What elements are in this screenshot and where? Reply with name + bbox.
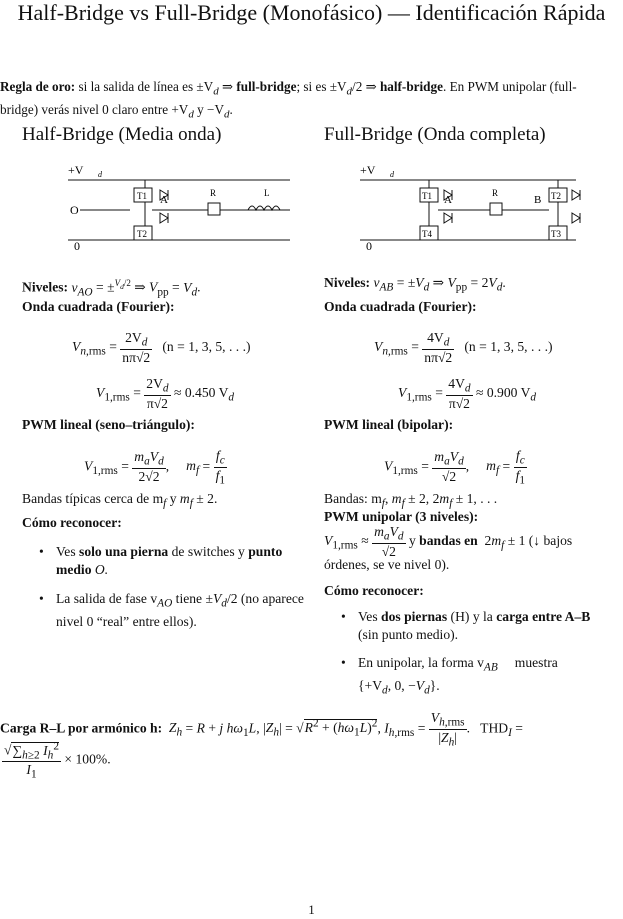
half-bands: Bandas típicas cerca de $m_f$ y $m_f \pm 2$. [22,491,218,510]
node-a-label: A [160,194,168,206]
full-bridge-circuit [336,158,623,258]
half-bridge-circuit [20,158,300,258]
svg-text:T2: T2 [551,191,561,201]
full-fourier-title: Onda cuadrada (Fourier): [324,299,477,314]
full-pwm-equation: $V_{1,rms}$ = $\frac{m_aV_d}{√2}$ , $m_f$ = $\frac{f_c}{f_1}$ [384,448,526,487]
vd-label: +V [360,163,376,177]
full-bullet-2: • En unipolar, la forma $v_{AB}$ muestra {$+V_d$, 0, $-V_d$}. [341,655,558,697]
full-v1-equation: $V_{1,rms}$ = $\frac{4V_d}{\pi√2}$ ≈ 0.900 $V_d$ [398,376,537,411]
node-a-label: A [444,194,452,206]
page-title: Half-Bridge vs Full-Bridge (Monofásico) — Identificación Rápida [17,0,606,25]
svg-text:T4: T4 [422,229,432,239]
resistor-icon [490,203,502,215]
full-levels: Niveles: $v_{AB} = \pm V_d$ ⇒ $V_{pp} = 2V_d$. [324,275,506,294]
half-bullet-2: • La salida de fase $v_{AO}$ tiene $\pm V_d/2$ (no aparece nivel 0 “real” entre ellos). [39,591,304,629]
full-pwm-title: PWM lineal (bipolar): [324,417,454,432]
golden-rule: Regla de oro: si la salida de línea es $\pm V_d$ ⇒ full-bridge; si es $\pm V_d/2$ ⇒ half-bridge. En PWM unipolar (full-bridge) verás nivel 0 claro entre $+V_d$ $y -V_d$. [0,79,577,121]
page-number: 1 [308,902,315,917]
half-bullet-1: • Ves solo una pierna de switches y punto medio O. [39,544,283,577]
half-levels: Niveles: $v_{AO} = \pm^{V_d/2}$ ⇒ $V_{pp} = V_d$. [22,278,201,299]
diode-d2 [160,213,168,223]
resistor-label: R [492,188,499,198]
full-bands: Bandas: $m_f$, $m_f \pm 2$, $2m_f \pm 1$, . . . [324,491,498,510]
svg-text:T1: T1 [137,191,147,201]
svg-text:T2: T2 [137,229,147,239]
half-v1-equation: $V_{1,rms}$ = $\frac{2V_d}{\pi√2}$ ≈ 0.450 $V_d$ [96,376,235,411]
full-unipolar-equation: $V_{1,rms}$ ≈ $\frac{m_aV_d}{√2}$ y bandas en $2m_f \pm 1$ (↓ bajos [324,524,573,559]
half-fourier-title: Onda cuadrada (Fourier): [22,299,175,314]
vd-label: +V [68,163,84,177]
diode-d3 [572,213,580,223]
full-recognize-title: Cómo reconocer: [324,583,424,598]
half-pwm-title: PWM lineal (seno–triángulo): [22,417,195,432]
svg-text:d: d [98,170,102,179]
full-bridge-heading: Full-Bridge (Onda completa) [324,124,546,145]
svg-text:T1: T1 [422,191,432,201]
inductor-icon [248,206,280,210]
thd-equation: $\frac{√\sum_{h\ge 2} I_h^2}{I_1}$ × 100%. [4,740,111,781]
half-bridge-heading: Half-Bridge (Media onda) [22,124,222,145]
half-recognize-title: Cómo reconocer: [22,515,122,530]
full-vn-equation: $V_{n,rms}$ = $\frac{4V_d}{n\pi√2}$ (n = 1, 3, 5, . . .) [374,330,553,365]
diode-d4 [444,213,452,223]
full-unipolar-note: órdenes, se ve nivel 0). [324,557,450,572]
resistor-label: R [210,188,217,198]
inductor-label: L [264,188,270,198]
half-pwm-equation: $V_{1,rms}$ = $\frac{m_aV_d}{2√2}$ , $m_f$ = $\frac{f_c}{f_1}$ [84,448,226,487]
node-b-label: B [534,194,542,206]
rl-load-equation: Carga R–L por armónico h: $Z_h = R + j$ $h\omega_1L$, $|Z_h| = √R^2 + (h\omega_1L)^2$, $I_{h,rms}$ = $\frac{V_{h,rms}}{|Z_h|}$ . $THD_I$ = [0,710,523,749]
diode-d2 [572,190,580,200]
svg-text:d: d [390,170,394,179]
o-label: O [70,203,79,217]
svg-text:T3: T3 [551,229,561,239]
resistor-icon [208,203,220,215]
full-bullet-1: • Ves dos piernas (H) y la carga entre A–B (sin punto medio). [341,609,591,642]
zero-label: 0 [366,239,372,253]
full-unipolar-title: PWM unipolar (3 niveles): [324,509,479,524]
half-vn-equation: $V_{n,rms}$ = $\frac{2V_d}{n\pi√2}$ (n = 1, 3, 5, . . .) [72,330,251,365]
zero-label: 0 [74,239,80,253]
